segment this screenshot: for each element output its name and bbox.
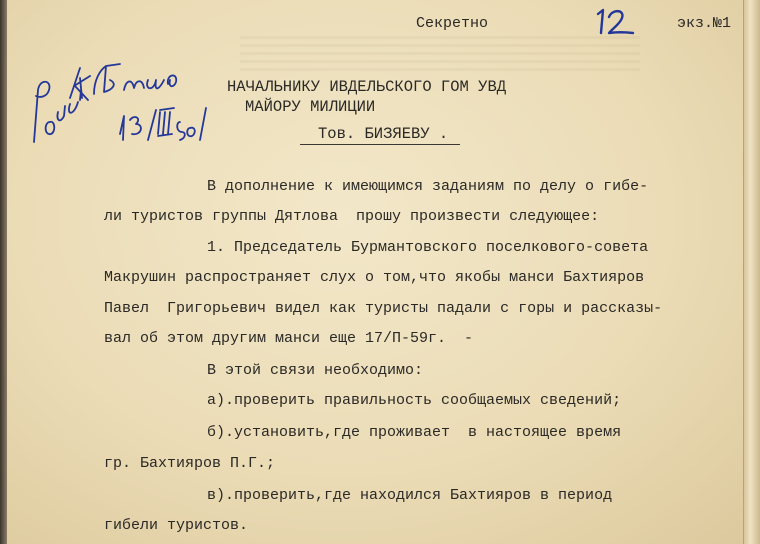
body-line: Павел Григорьевич видел как туристы падали с горы и рассказы- — [104, 300, 663, 317]
body-line: В дополнение к имеющимся заданиям по делу о гибе- — [207, 178, 649, 195]
body-line: вал об этом другим манси еще 17/П-59г. - — [104, 330, 474, 347]
classification-stamp: Секретно — [416, 15, 489, 32]
addressee-title: НАЧАЛЬНИКУ ИВДЕЛЬСКОГО ГОМ УВД — [227, 78, 507, 96]
body-line: а).проверить правильность сообщаемых сведений; — [207, 392, 622, 409]
body-line: гр. Бахтияров П.Г.; — [104, 455, 276, 472]
handwritten-resolution — [20, 50, 210, 150]
body-line: В этой связи необходимо: — [207, 362, 424, 379]
body-line: гибели туристов. — [104, 517, 249, 534]
copy-label: экз.№1 — [677, 15, 732, 32]
addressee-underline — [300, 144, 460, 145]
addressee-name: Тов. БИЗЯЕВУ . — [318, 125, 449, 143]
bleed-through-text — [240, 36, 640, 76]
body-line: ли туристов группы Дятлова прошу произвести следующее: — [104, 208, 600, 225]
addressee-rank: МАЙОРУ МИЛИЦИИ — [245, 98, 376, 116]
handwritten-copy-number — [592, 6, 636, 36]
body-line: в).проверить,где находился Бахтияров в период — [207, 487, 613, 504]
body-line: 1. Председатель Бурмантовского поселкового-совета — [207, 239, 649, 256]
body-line: б).установить,где проживает в настоящее время — [207, 424, 622, 441]
page-left-edge — [0, 0, 7, 544]
page-right-edge — [743, 0, 760, 544]
body-line: Макрушин распространяет слух о том,что якобы манси Бахтияров — [104, 269, 645, 286]
